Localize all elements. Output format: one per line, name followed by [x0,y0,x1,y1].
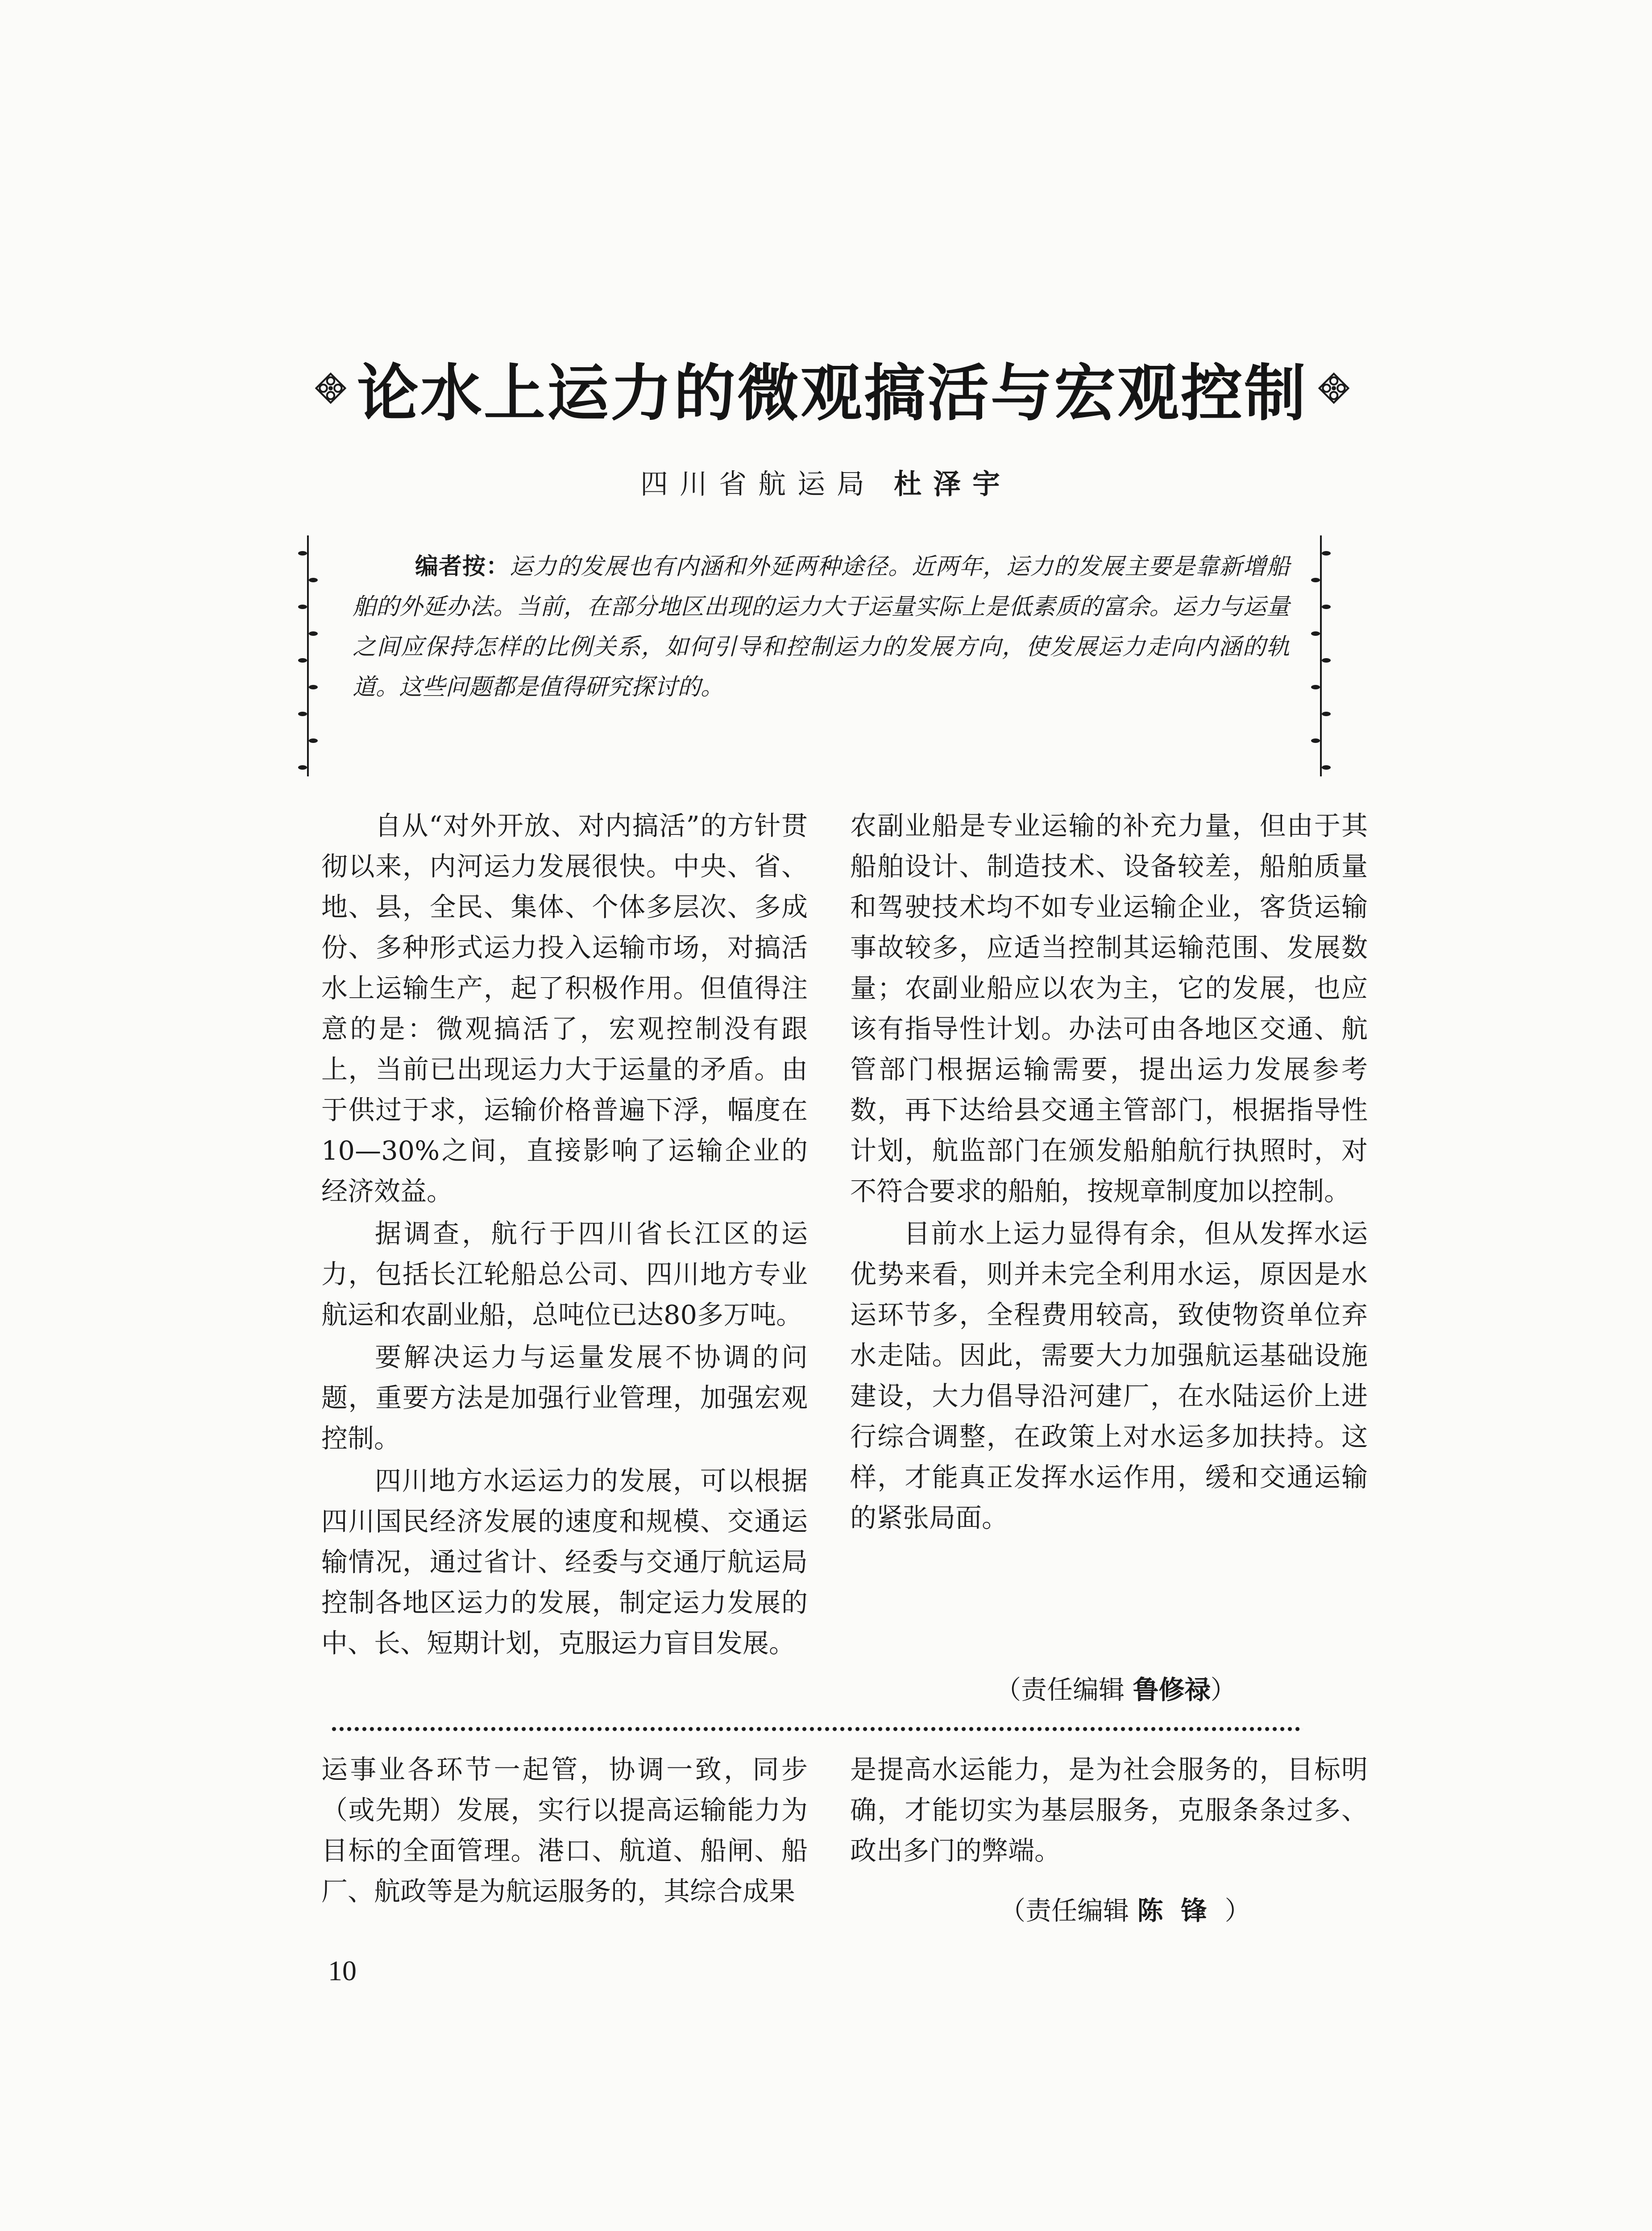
byline [0,462,1652,502]
editor-credit-close: ） [1210,1675,1237,1705]
editor-credit-2-label: （责任编辑 [1000,1895,1129,1926]
right-column [850,805,1368,1540]
title-row [312,339,1352,437]
editor-credit-2-close: ） [1224,1895,1251,1926]
editor-credit-name: 鲁修禄 [1133,1675,1211,1705]
editor-note [353,547,1290,707]
ornament-right-icon [1316,355,1352,422]
editor-credit-label: （责任编辑 [995,1675,1125,1705]
editor-note-text: 运力的发展也有内涵和外延两种途径。近两年，运力的发展主要是靠新增船舶的外延办法。当前，在部分地区出现的运力大于运量实际上是低素质的富余。运力与运量之间应保持怎样的比例关系，如何引导和控制运力的发展方向，使发展运力走向内涵的轨道。这些问题都是值得研究探讨的。 [353,553,1290,701]
paragraph: 是提高水运能力，是为社会服务的，目标明确，才能切实为基层服务，克服条条过多、政出多门的弊端。 [850,1754,1368,1866]
continuation-right-column [850,1749,1368,1873]
vine-border-left-icon [295,535,321,776]
ornament-left-icon [312,355,349,422]
editor-credit-2 [1000,1890,1250,1927]
dotted-divider [330,1727,1303,1731]
paragraph: 自从“对外开放、对内搞活”的方针贯彻以来，内河运力发展很快。中央、省、地、县，全民、集体、个体多层次、多成份、多种形式运力投入运输市场，对搞活水上运输生产，起了积极作用。但值得注意的是：微观搞活了，宏观控制没有跟上，当前已出现运力大于运量的矛盾。由于供过于求，运输价格普遍下浮，幅度在10—30%之间，直接影响了运输企业的经济效益。 [321,810,808,1207]
editor-credit [995,1669,1236,1706]
byline-org: 四川省航运局 [640,468,876,500]
article-title: 论水上运力的微观搞活与宏观控制 [357,357,1307,429]
paragraph: 目前水上运力显得有余，但从发挥水运优势来看，则并未完全利用水运，原因是水运环节多，全程费用较高，致使物资单位弃水走陆。因此，需要大力加强航运基础设施建设，大力倡导沿河建厂，在水陆运价上进行综合调整，在政策上对水运多加扶持。这样，才能真正发挥水运作用，缓和交通运输的紧张局面。 [850,1218,1368,1533]
page-number: 10 [328,1955,357,1986]
paragraph: 四川地方水运运力的发展，可以根据四川国民经济发展的速度和规模、交通运输情况，通过省计、经委与交通厅航运局控制各地区运力的发展，制定运力发展的中、长、短期计划，克服运力盲目发展。 [321,1465,808,1659]
editor-note-label: 编者按： [415,553,510,580]
vine-border-right-icon [1307,535,1334,776]
paragraph: 要解决运力与运量发展不协调的问题，重要方法是加强行业管理，加强宏观控制。 [321,1342,808,1454]
paragraph: 据调查，航行于四川省长江区的运力，包括长江轮船总公司、四川地方专业航运和农副业船，总吨位已达80多万吨。 [321,1218,808,1330]
editor-credit-2-name: 陈锋 [1137,1895,1225,1926]
continuation-left-column [321,1749,808,1913]
paragraph: 运事业各环节一起管，协调一致，同步（或先期）发展，实行以提高运输能力为目标的全面管理。港口、航道、船闸、船厂、航政等是为航运服务的，其综合成果 [321,1754,808,1907]
left-column [321,805,808,1665]
byline-author: 杜泽宇 [894,468,1012,500]
paragraph: 农副业船是专业运输的补充力量，但由于其船舶设计、制造技术、设备较差，船舶质量和驾驶技术均不如专业运输企业，客货运输事故较多，应适当控制其运输范围、发展数量；农副业船应以农为主，它的发展，也应该有指导性计划。办法可由各地区交通、航管部门根据运输需要，提出运力发展参考数，再下达给县交通主管部门，根据指导性计划，航监部门在颁发船舶航行执照时，对不符合要求的船舶，按规章制度加以控制。 [850,810,1368,1207]
